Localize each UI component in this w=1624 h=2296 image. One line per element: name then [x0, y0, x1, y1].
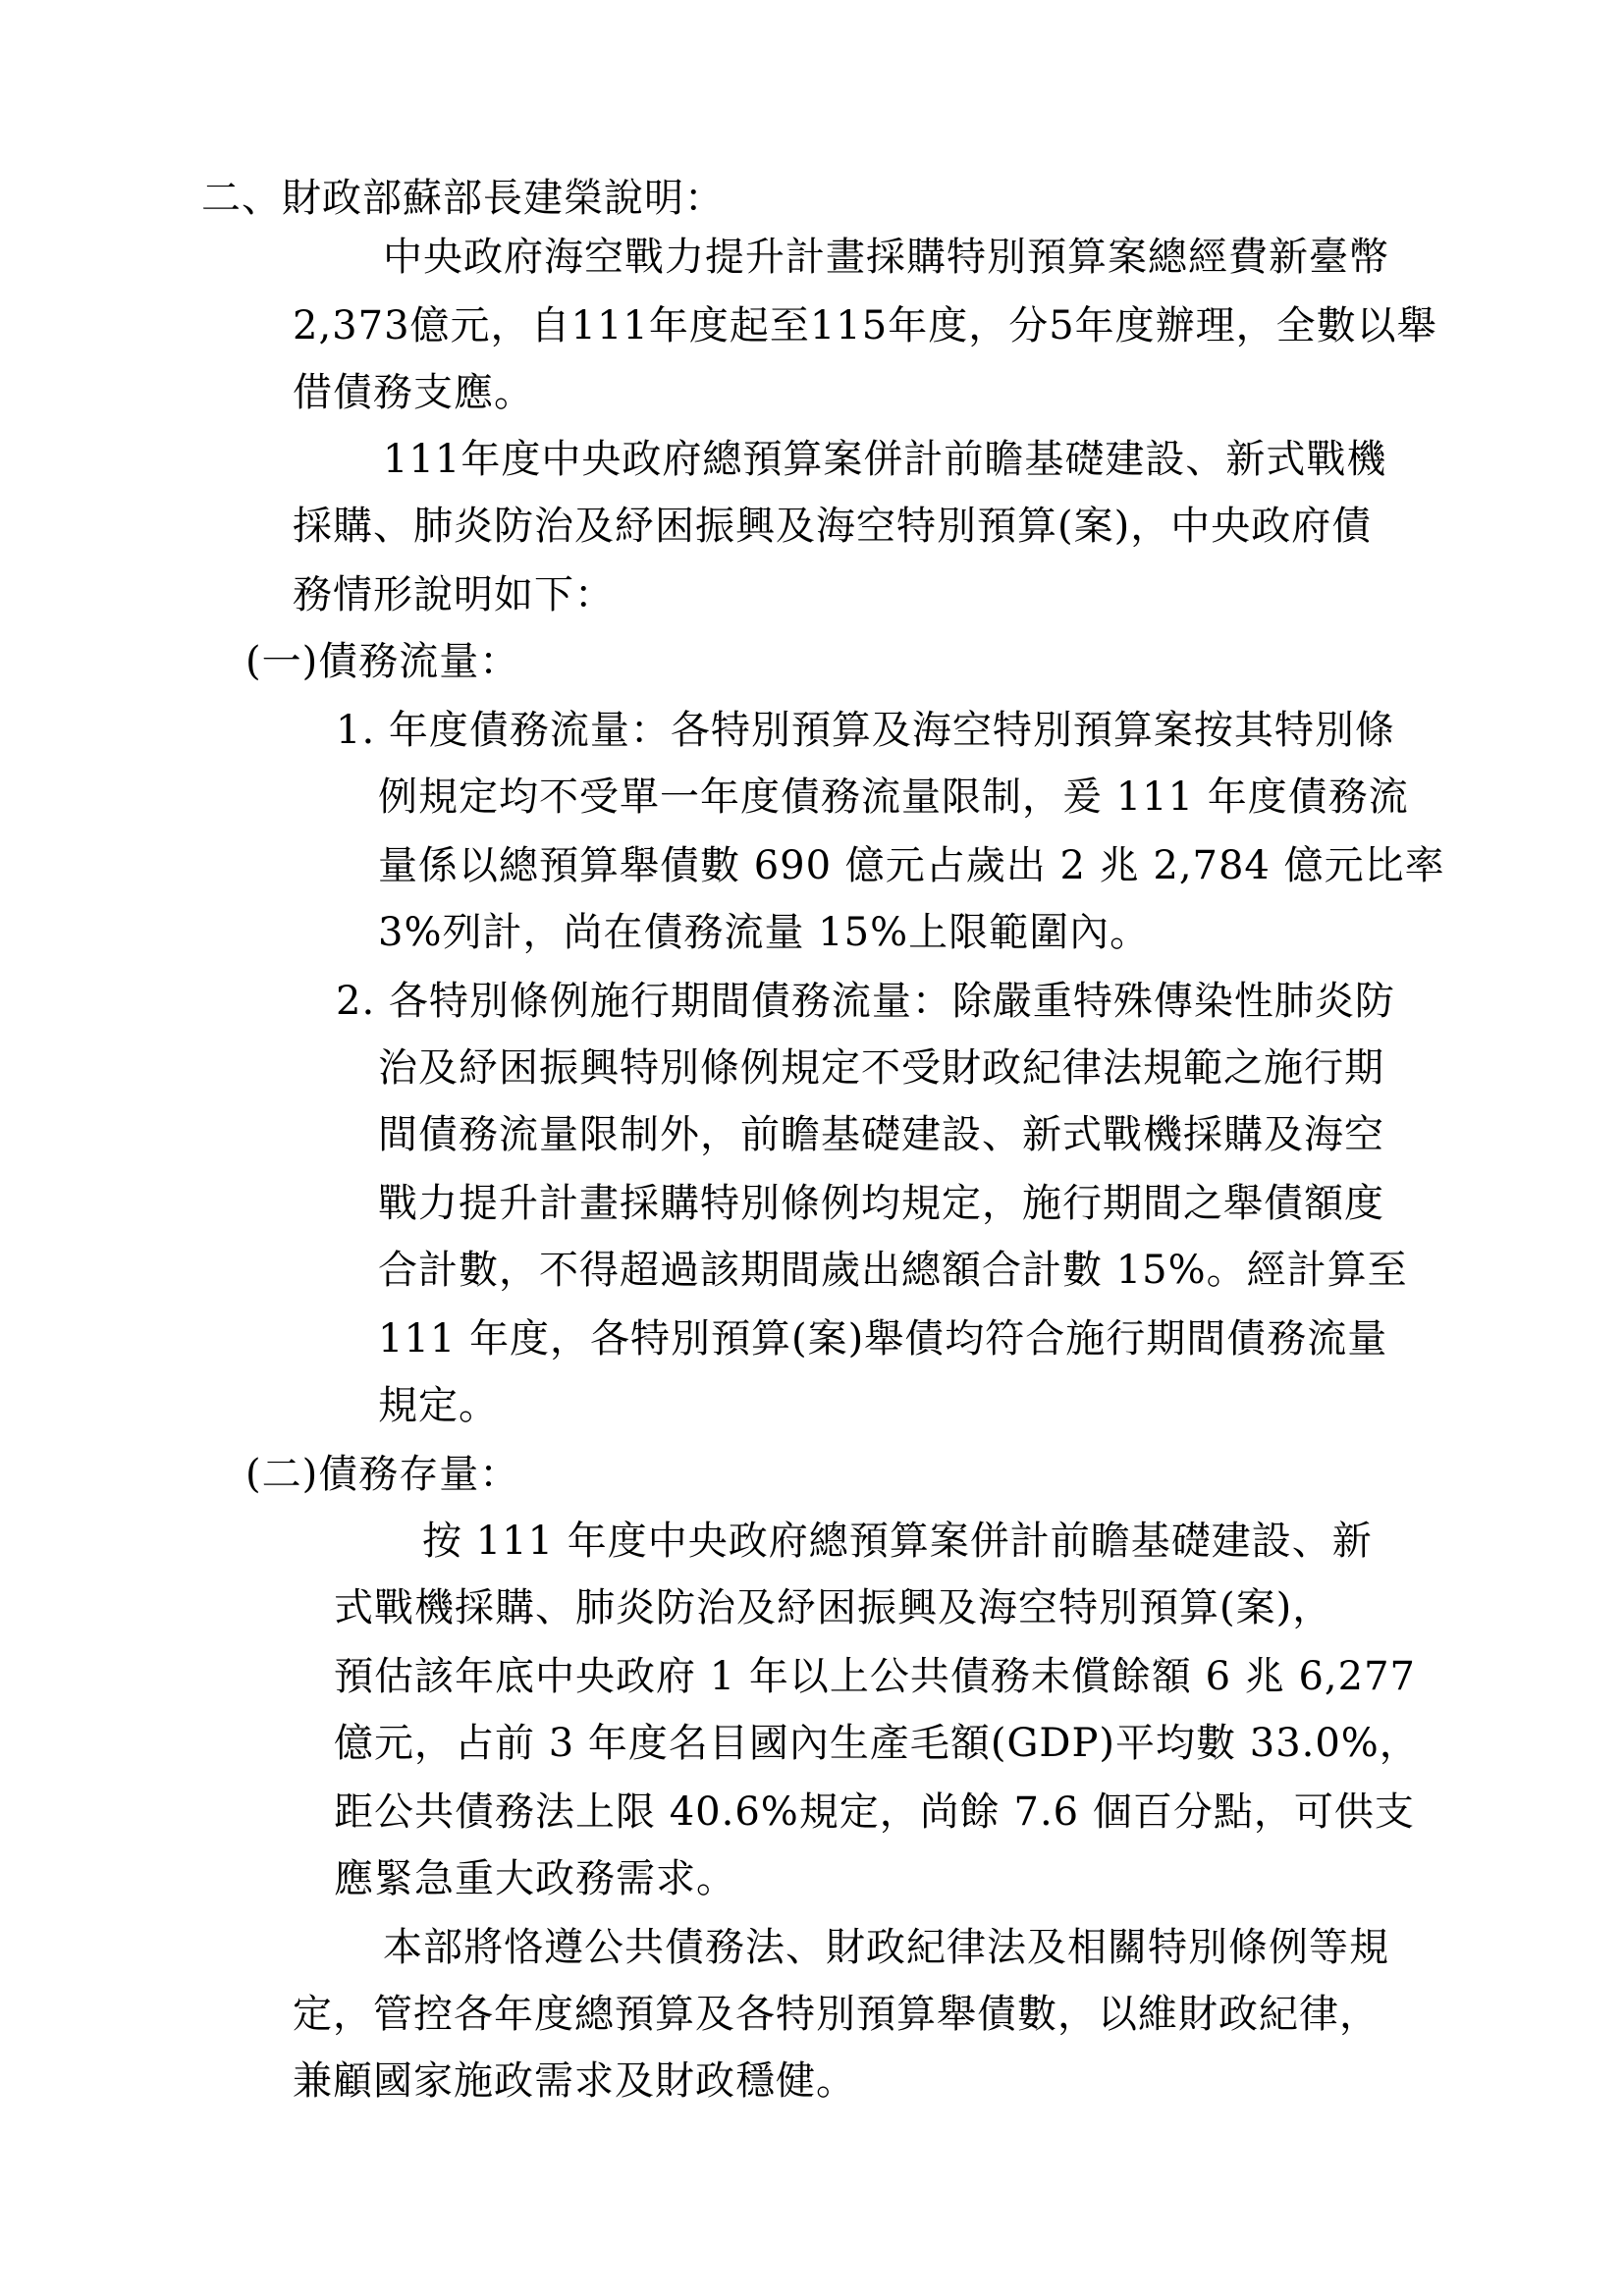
list-item-line: 量係以總預算舉債數 690 億元占歲出 2 兆 2,784 億元比率	[378, 843, 1445, 888]
subsection-heading: (一)債務流量：	[245, 639, 520, 684]
paragraph-line: 應緊急重大政務需求。	[334, 1856, 736, 1901]
list-item-line: 111 年度，各特別預算(案)舉債均符合施行期間債務流量	[378, 1316, 1388, 1362]
paragraph-line: 中央政府海空戰力提升計畫採購特別預算案總經費新臺幣	[383, 235, 1389, 280]
list-item-line: 間債務流量限制外，前瞻基礎建設、新式戰機採購及海空	[378, 1112, 1384, 1157]
list-item-line: 規定。	[378, 1383, 499, 1428]
list-item-line: 治及紓困振興特別條例規定不受財政紀律法規範之施行期	[378, 1045, 1384, 1091]
paragraph-line: 預估該年底中央政府 1 年以上公共債務未償餘額 6 兆 6,277	[334, 1654, 1416, 1699]
paragraph-line: 本部將恪遵公共債務法、財政紀律法及相關特別條例等規	[383, 1925, 1389, 1970]
list-item-line: 3%列計，尚在債務流量 15%上限範圍內。	[378, 910, 1151, 955]
subsection-heading: (二)債務存量：	[245, 1452, 520, 1497]
paragraph-line: 定，管控各年度總預算及各特別預算舉債數，以維財政紀律，	[293, 1992, 1380, 2037]
list-item-line: 例規定均不受單一年度債務流量限制，爰 111 年度債務流	[378, 774, 1409, 820]
paragraph-line: 距公共債務法上限 40.6%規定，尚餘 7.6 個百分點，可供支	[334, 1789, 1415, 1835]
paragraph-line: 借債務支應。	[293, 370, 534, 415]
list-item-line: 2. 各特別條例施行期間債務流量：除嚴重特殊傳染性肺炎防	[336, 979, 1395, 1024]
paragraph-line: 2,373億元，自111年度起至115年度，分5年度辦理，全數以舉	[293, 303, 1437, 348]
paragraph-line: 億元，占前 3 年度名目國內生產毛額(GDP)平均數 33.0%，	[334, 1721, 1420, 1766]
section-heading: 二、財政部蘇部長建榮說明：	[201, 176, 725, 221]
paragraph-line: 111年度中央政府總預算案併計前瞻基礎建設、新式戰機	[383, 437, 1387, 482]
paragraph-line: 式戰機採購、肺炎防治及紓困振興及海空特別預算(案)，	[334, 1585, 1333, 1630]
paragraph-line: 兼顧國家施政需求及財政穩健。	[293, 2058, 856, 2104]
list-item-line: 合計數，不得超過該期間歲出總額合計數 15%。經計算至	[378, 1248, 1408, 1293]
paragraph-line: 按 111 年度中央政府總預算案併計前瞻基礎建設、新	[422, 1519, 1373, 1564]
paragraph-line: 採購、肺炎防治及紓困振興及海空特別預算(案)，中央政府債	[293, 504, 1373, 549]
list-item-line: 1. 年度債務流量：各特別預算及海空特別預算案按其特別條	[336, 708, 1395, 753]
list-item-line: 戰力提升計畫採購特別條例均規定，施行期間之舉債額度	[378, 1181, 1384, 1226]
paragraph-line: 務情形說明如下：	[293, 572, 615, 617]
